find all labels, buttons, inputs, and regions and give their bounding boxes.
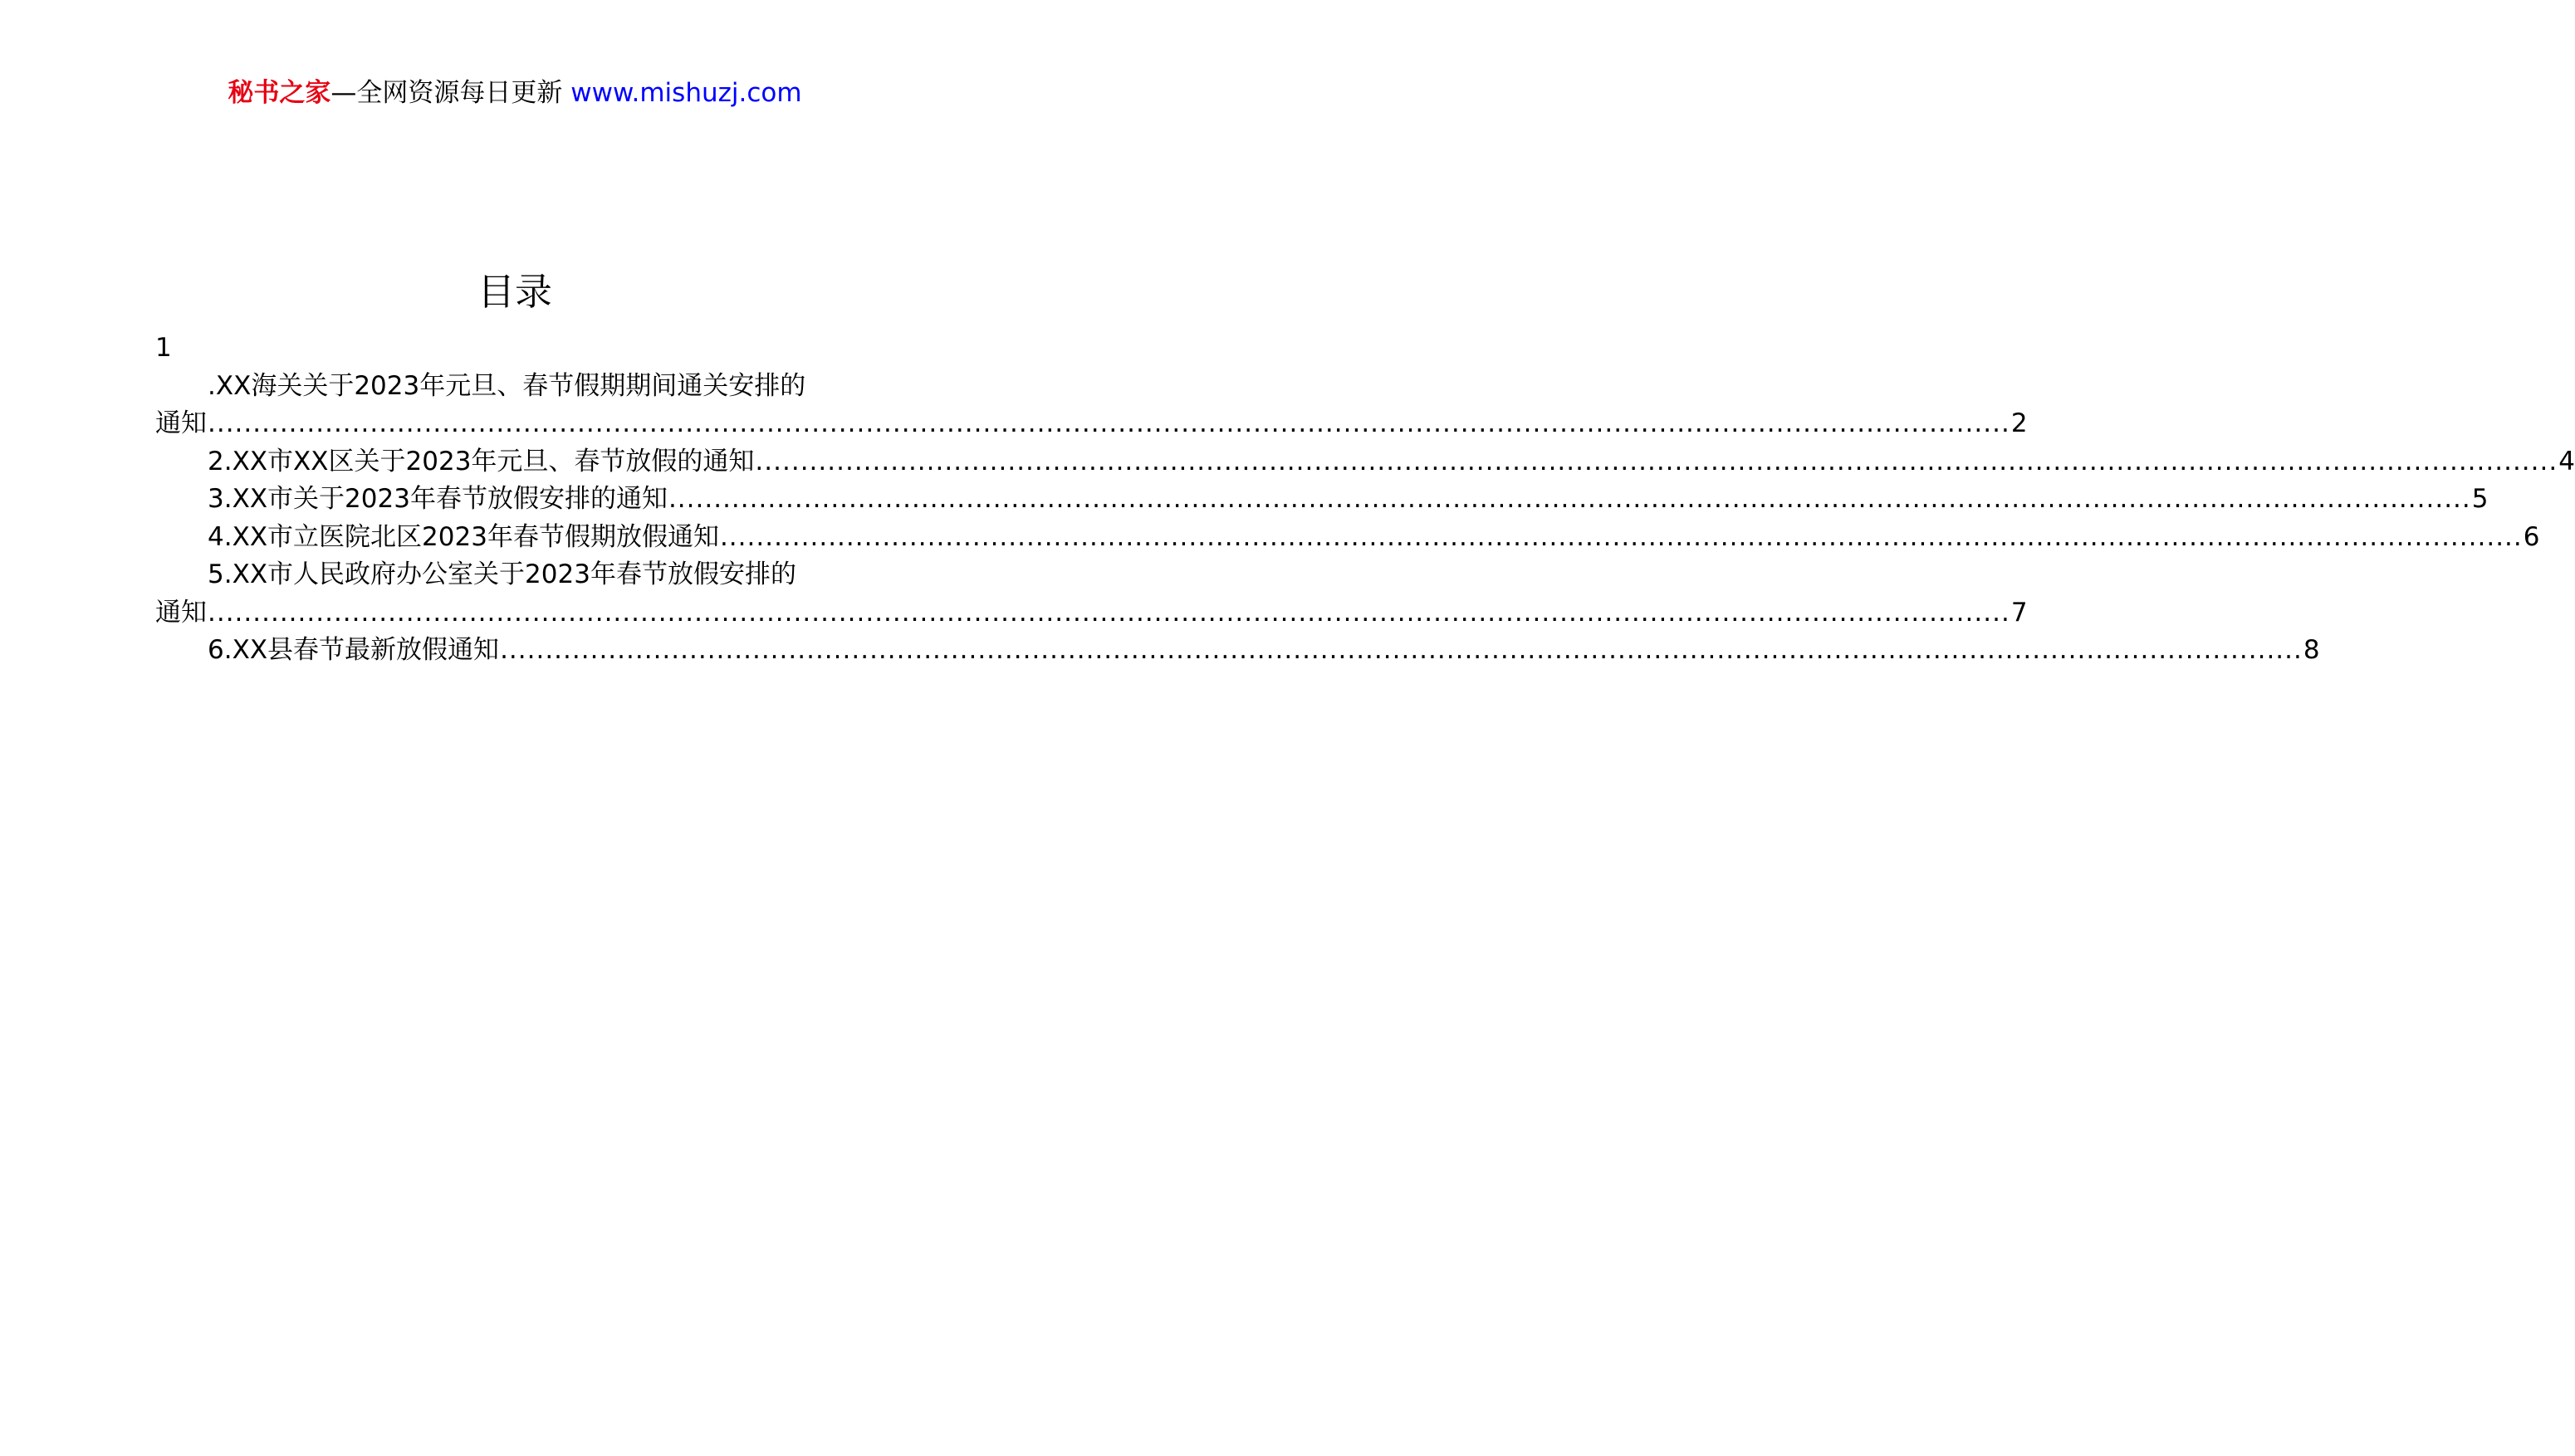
toc-entry-title: 4.XX市立医院北区2023年春节假期放假通知 (208, 521, 719, 552)
toc-page-number: 7 (2010, 597, 2028, 628)
toc-entry-title: 5.XX市人民政府办公室关于2023年春节放假安排的 (208, 559, 796, 589)
toc-entry-1-title-line2[interactable] (155, 405, 2028, 443)
toc-page-number: 8 (2303, 635, 2320, 665)
toc-page-number: 4 (2558, 446, 2575, 476)
toc-entry-number: 1 (155, 333, 172, 363)
header-slogan: —全网资源每日更新 (330, 78, 563, 108)
toc-entry-title-continued: 通知 (155, 408, 207, 438)
toc-entry-title: .XX海关关于2023年元旦、春节假期期间通关安排的 (208, 370, 806, 401)
toc-entry-5-title-line2[interactable] (155, 594, 2028, 633)
site-url-link[interactable]: www.mishuzj.com (570, 78, 802, 108)
dot-leader: ........................................................................................................................................................................................................ (668, 484, 2471, 514)
dot-leader: ........................................................................................................................................................................................................ (208, 408, 2010, 438)
toc-entry-title-continued: 通知 (155, 597, 207, 628)
site-header (0, 76, 1030, 110)
toc-entry-6[interactable] (155, 632, 2320, 670)
toc-entry-title: 6.XX县春节最新放假通知 (208, 635, 500, 665)
toc-entry-2[interactable] (155, 443, 2575, 481)
toc-page-number: 5 (2471, 484, 2489, 514)
dot-leader: ........................................................................................................................................................................................................ (500, 635, 2303, 665)
table-of-contents (155, 330, 2575, 670)
toc-entry-4[interactable] (155, 519, 2540, 557)
toc-page-number: 2 (2010, 408, 2028, 438)
toc-entry-title: 3.XX市关于2023年春节放假安排的通知 (208, 484, 668, 514)
toc-page-number: 6 (2523, 521, 2540, 552)
brand-name: 秘书之家 (228, 78, 331, 108)
toc-entry-title: 2.XX市XX区关于2023年元旦、春节放假的通知 (208, 446, 755, 476)
dot-leader: ........................................................................................................................................................................................................ (719, 521, 2523, 552)
toc-entry-3[interactable] (155, 481, 2489, 519)
dot-leader: ........................................................................................................................................................................................................ (208, 597, 2010, 628)
toc-entry-5-title-line1[interactable] (155, 556, 875, 594)
toc-title: 目录 (477, 270, 552, 314)
dot-leader: ........................................................................................................................................................................................................ (755, 446, 2558, 476)
toc-entry-1-number (155, 330, 875, 368)
toc-entry-1-title-line1[interactable] (155, 368, 875, 406)
